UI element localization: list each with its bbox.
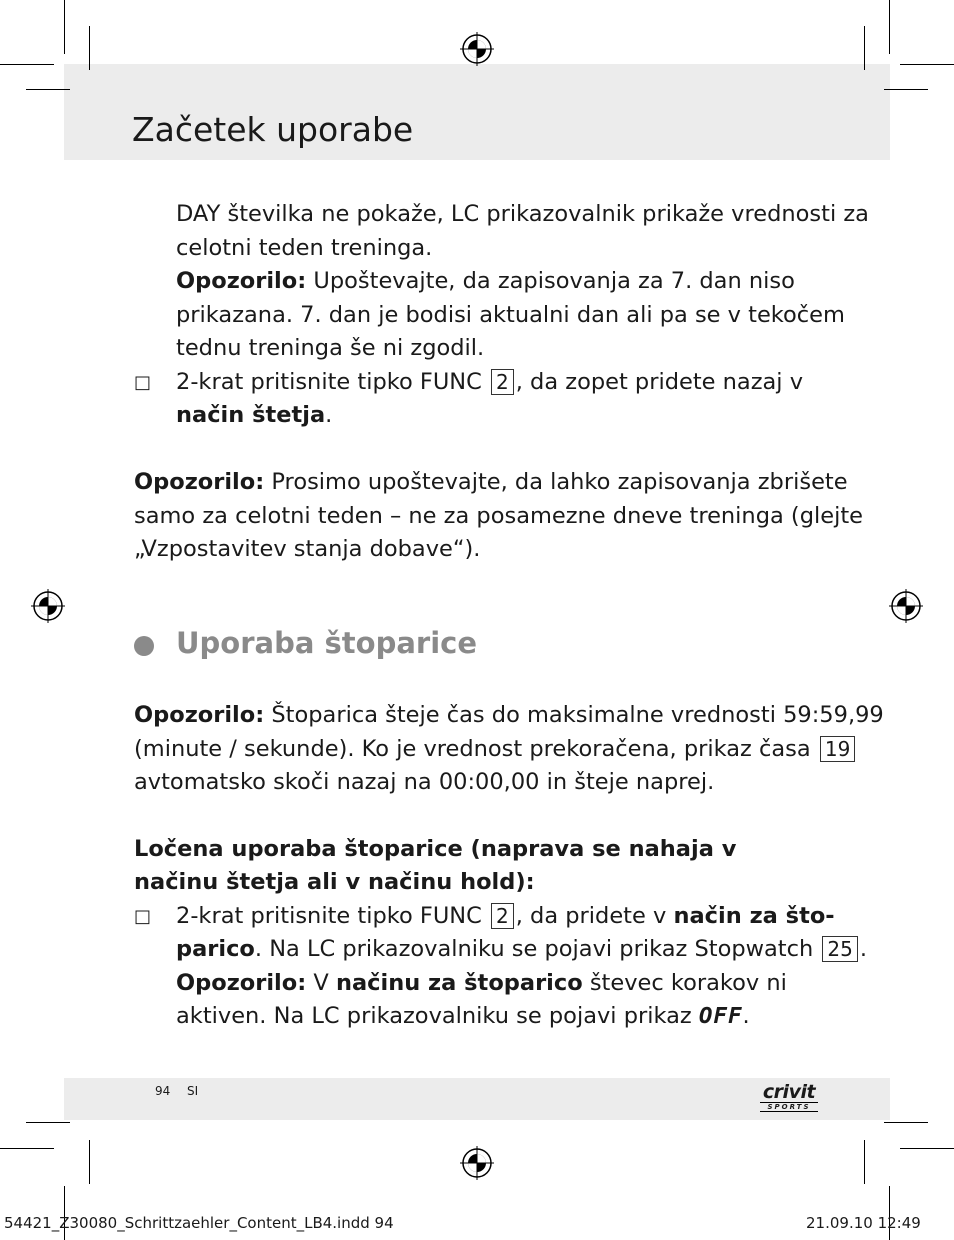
crop-mark xyxy=(864,1140,865,1184)
logo-text: crivit xyxy=(762,1081,816,1103)
text-line: „Vzpostavitev stanja dobave“). xyxy=(134,536,481,562)
registration-mark-icon xyxy=(889,589,923,623)
step-text: , da pridete v xyxy=(515,903,674,929)
lcd-display-text: OFF xyxy=(698,1003,743,1029)
figure-reference: 25 xyxy=(822,936,857,962)
text-line xyxy=(134,699,884,733)
slug-file: 54421_Z30080_Schrittzaehler_Content_LB4.indd 94 xyxy=(4,1214,394,1232)
text-line: celotni teden treninga. xyxy=(176,235,433,261)
list-item-cont xyxy=(176,399,332,433)
registration-mark-icon xyxy=(460,32,494,66)
step-text: , da zopet pridete nazaj v xyxy=(515,369,804,395)
crop-mark xyxy=(900,64,954,65)
logo-subtext: SPORTS xyxy=(760,1102,818,1112)
note-text: števec korakov ni xyxy=(582,970,787,996)
mode-name: način štetja xyxy=(176,402,326,428)
note-text: Štoparica šteje čas do maksimalne vrednosti 59:59,99 xyxy=(264,702,884,728)
step-text: . Na LC prikazovalniku se pojavi prikaz Stopwatch xyxy=(254,936,821,962)
crop-mark xyxy=(884,89,928,90)
list-bullet: □ xyxy=(134,372,152,393)
section-heading: Uporaba štoparice xyxy=(176,626,478,660)
crop-mark xyxy=(0,64,54,65)
note-label: Opozorilo: xyxy=(134,469,265,495)
list-item xyxy=(176,366,803,400)
subheading: načinu štetja ali v načinu hold): xyxy=(134,869,535,895)
note-text: Upoštevajte, da zapisovanja za 7. dan niso xyxy=(306,268,795,294)
mode-name: parico xyxy=(176,936,255,962)
text-line: DAY številka ne pokaže, LC prikazovalnik prikaže vrednosti za xyxy=(176,201,869,227)
crop-mark xyxy=(26,1122,70,1123)
note-text: Prosimo upoštevajte, da lahko zapisovanja zbrišete xyxy=(264,469,848,495)
section-bullet-icon xyxy=(134,636,154,656)
punctuation: . xyxy=(859,936,868,962)
crop-mark xyxy=(89,1140,90,1184)
note-label: Opozorilo: xyxy=(134,702,265,728)
punctuation: . xyxy=(325,402,333,428)
text-line xyxy=(134,466,848,500)
text-line xyxy=(134,733,857,767)
crop-mark xyxy=(0,1148,54,1149)
crop-mark xyxy=(864,26,865,70)
list-item-cont xyxy=(176,933,867,967)
crop-mark xyxy=(889,0,890,54)
crop-mark xyxy=(900,1148,954,1149)
note-label: Opozorilo: xyxy=(176,970,307,996)
subheading: Ločena uporaba štoparice (naprava se nahaja v xyxy=(134,836,737,862)
slug-datetime: 21.09.10 12:49 xyxy=(806,1214,921,1232)
registration-mark-icon xyxy=(460,1146,494,1180)
step-text: 2-krat pritisnite tipko FUNC xyxy=(176,369,489,395)
mode-name: način za što- xyxy=(673,903,835,929)
figure-reference: 2 xyxy=(491,369,514,395)
crop-mark xyxy=(884,1122,928,1123)
mode-name: načinu za štoparico xyxy=(335,970,583,996)
note-text: V xyxy=(306,970,336,996)
crop-mark xyxy=(89,26,90,70)
crivit-logo xyxy=(756,1082,822,1118)
page-number: 94 xyxy=(155,1084,171,1098)
step-text: 2-krat pritisnite tipko FUNC xyxy=(176,903,489,929)
note-label: Opozorilo: xyxy=(176,268,307,294)
page-title: Začetek uporabe xyxy=(132,110,414,149)
note-text: (minute / sekunde). Ko je vrednost prekoračena, prikaz časa xyxy=(134,736,818,762)
crop-mark xyxy=(26,89,70,90)
text-line: avtomatsko skoči nazaj na 00:00,00 in šteje naprej. xyxy=(134,769,715,795)
list-item-cont xyxy=(176,1000,750,1034)
text-line xyxy=(176,265,795,299)
text-line: prikazana. 7. dan je bodisi aktualni dan ali pa se v tekočem xyxy=(176,302,845,328)
list-item-cont xyxy=(176,967,787,1001)
language-code: SI xyxy=(187,1084,199,1098)
list-item xyxy=(176,900,835,934)
figure-reference: 19 xyxy=(820,736,855,762)
crop-mark xyxy=(64,0,65,54)
note-text: aktiven. Na LC prikazovalniku se pojavi prikaz xyxy=(176,1003,699,1029)
text-line: samo za celotni teden – ne za posamezne dneve treninga (glejte xyxy=(134,503,863,529)
list-bullet: □ xyxy=(134,906,152,927)
figure-reference: 2 xyxy=(491,903,514,929)
punctuation: . xyxy=(742,1003,750,1029)
text-line: tednu treninga še ni zgodil. xyxy=(176,335,485,361)
registration-mark-icon xyxy=(31,589,65,623)
